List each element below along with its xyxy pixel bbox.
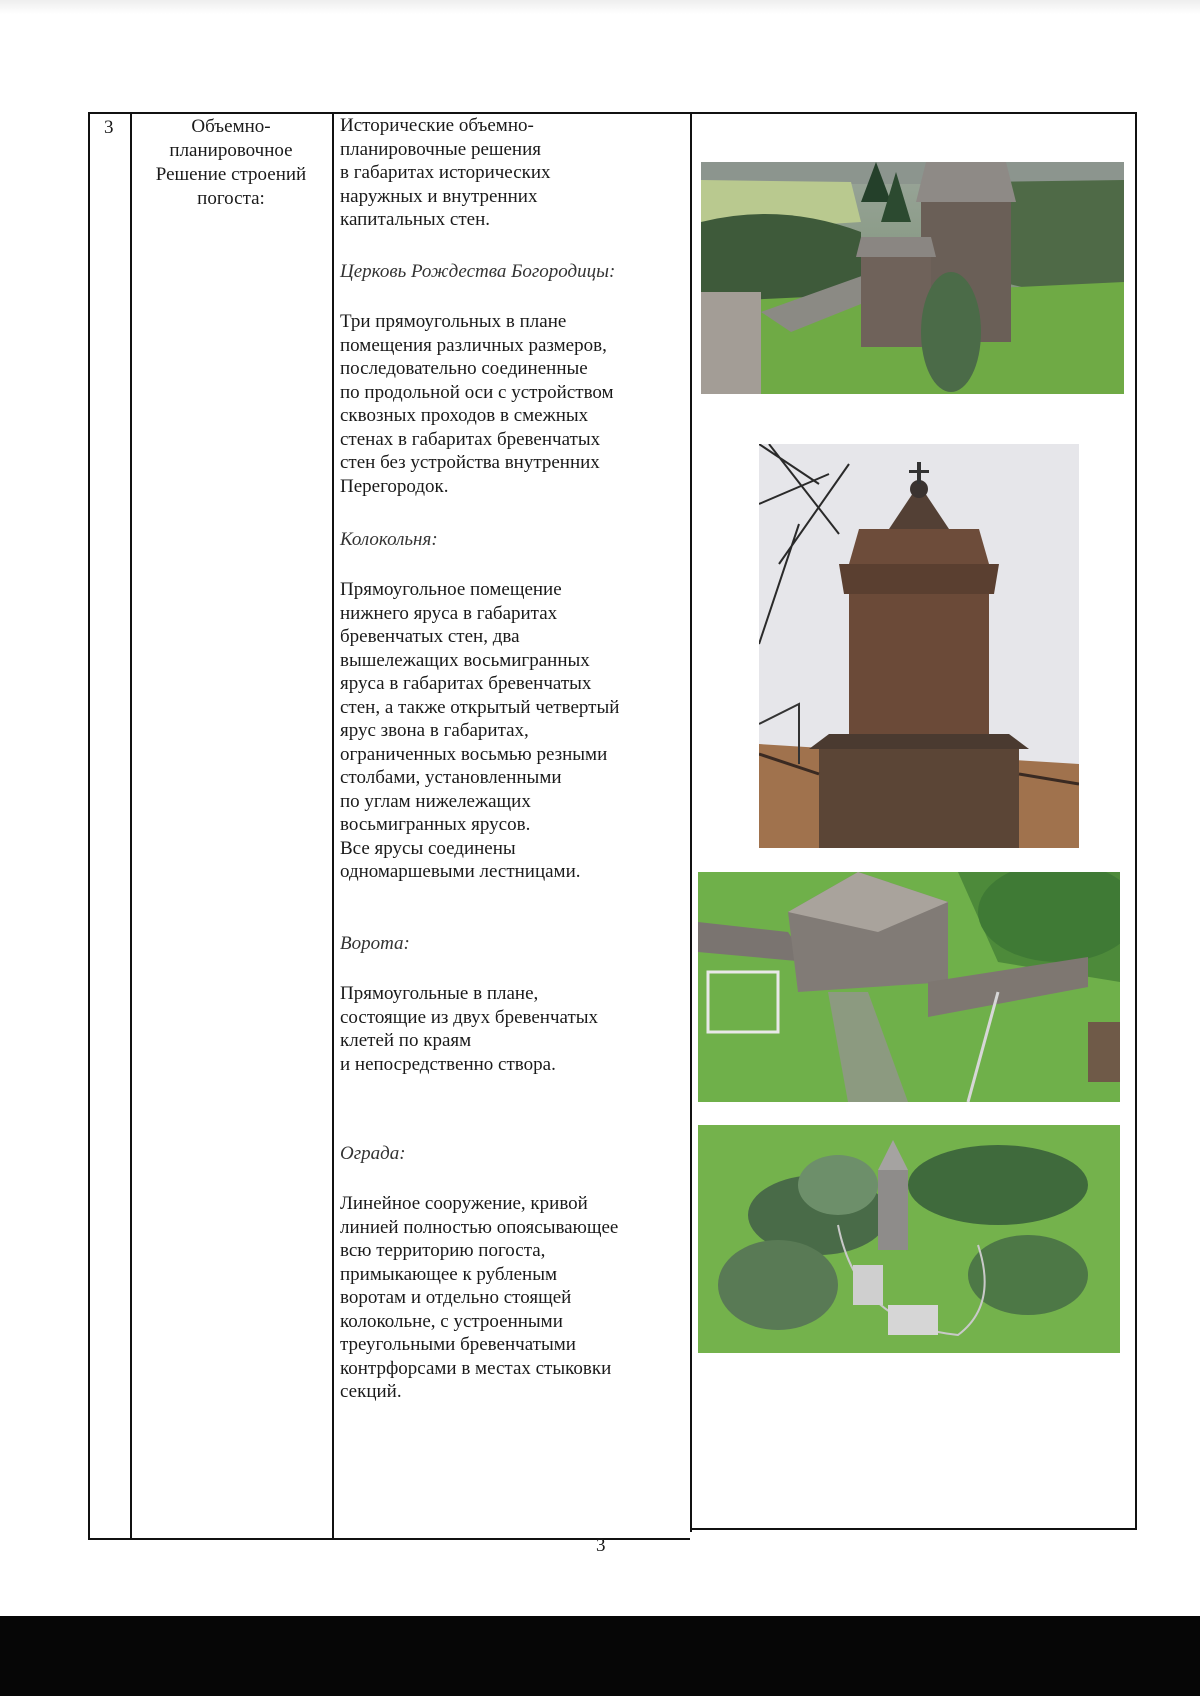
gate-line: и непосредственно створа.	[340, 1053, 556, 1075]
gate-paragraph	[340, 982, 680, 1076]
belfry-line: стен, а также открытый четвертый	[340, 696, 620, 718]
section-title-line: Объемно-	[191, 116, 271, 137]
gate-line: состоящие из двух бревенчатых	[340, 1006, 599, 1028]
gate-line: клетей по краям	[340, 1030, 472, 1051]
belfry-line: бревенчатых стен, два	[340, 626, 520, 647]
table-border-col1	[130, 112, 132, 1540]
scan-edge	[0, 0, 1200, 14]
belfry-line: столбами, установленными	[340, 767, 562, 788]
complex-aerial-photo	[698, 1125, 1120, 1353]
belfry-line: одномаршевыми лестницами.	[340, 861, 581, 882]
intro-line: планировочные решения	[340, 138, 542, 160]
belfry-line: ярус звона в габаритах,	[340, 720, 529, 741]
table-border-col2	[332, 112, 334, 1540]
church-line: последовательно соединенные	[340, 358, 588, 379]
belfry-line: восьмигранных ярусов.	[340, 814, 531, 835]
church-paragraph	[340, 310, 680, 498]
church-aerial-photo	[701, 162, 1124, 394]
gate-heading: Ворота:	[340, 933, 410, 954]
fence-line: секций.	[340, 1381, 402, 1402]
intro-line: в габаритах исторических	[340, 162, 551, 183]
belfry-line: Прямоугольное помещение	[340, 579, 562, 600]
intro-paragraph	[340, 114, 680, 232]
belfry-line: нижнего яруса в габаритах	[340, 602, 558, 624]
intro-line: наружных и внутренних	[340, 185, 538, 207]
belfry-line: ограниченных восьмью резными	[340, 743, 608, 765]
fence-paragraph	[340, 1192, 680, 1404]
fence-line: линией полностью опоясывающее	[340, 1216, 619, 1238]
church-line: стен без устройства внутренних	[340, 452, 600, 473]
belfry-line: Все ярусы соединены	[340, 837, 516, 859]
church-heading: Церковь Рождества Богородицы:	[340, 261, 616, 282]
section-title	[132, 115, 330, 211]
table-border-col3	[690, 112, 692, 1532]
intro-line: капитальных стен.	[340, 209, 491, 230]
belfry-photo	[759, 444, 1079, 848]
section-title-line: погоста:	[197, 188, 265, 209]
fence-line: всю территорию погоста,	[340, 1240, 546, 1261]
church-line: помещения различных размеров,	[340, 334, 607, 356]
belfry-heading: Колокольня:	[340, 529, 438, 550]
belfry-line: вышележащих восьмигранных	[340, 649, 590, 671]
church-line: Три прямоугольных в плане	[340, 311, 567, 332]
fence-line: треугольными бревенчатыми	[340, 1334, 576, 1355]
church-line: Перегородок.	[340, 475, 449, 497]
church-line: стенах в габаритах бревенчатых	[340, 428, 601, 450]
fence-line: Линейное сооружение, кривой	[340, 1193, 588, 1214]
church-line: по продольной оси с устройством	[340, 381, 614, 403]
fence-line: контрфорсами в местах стыковки	[340, 1357, 612, 1379]
gate-aerial-photo	[698, 872, 1120, 1102]
belfry-line: яруса в габаритах бревенчатых	[340, 673, 592, 694]
section-title-line: планировочное	[169, 140, 293, 161]
scan-bottom-band	[0, 1616, 1200, 1696]
fence-heading: Ограда:	[340, 1143, 406, 1164]
table-border-bottom-right	[690, 1528, 1137, 1530]
belfry-paragraph	[340, 578, 680, 884]
section-title-line: Решение строений	[155, 164, 307, 185]
table-border-left	[88, 112, 90, 1540]
page-number: 3	[596, 1535, 606, 1556]
intro-line: Исторические объемно-	[340, 115, 534, 136]
table-border-right	[1135, 112, 1137, 1528]
belfry-line: по углам нижележащих	[340, 790, 531, 812]
fence-line: воротам и отдельно стоящей	[340, 1287, 572, 1308]
fence-line: примыкающее к рубленым	[340, 1263, 557, 1285]
fence-line: колокольне, с устроенными	[340, 1310, 563, 1332]
row-number: 3	[104, 117, 114, 138]
church-line: сквозных проходов в смежных	[340, 405, 589, 426]
gate-line: Прямоугольные в плане,	[340, 983, 539, 1004]
